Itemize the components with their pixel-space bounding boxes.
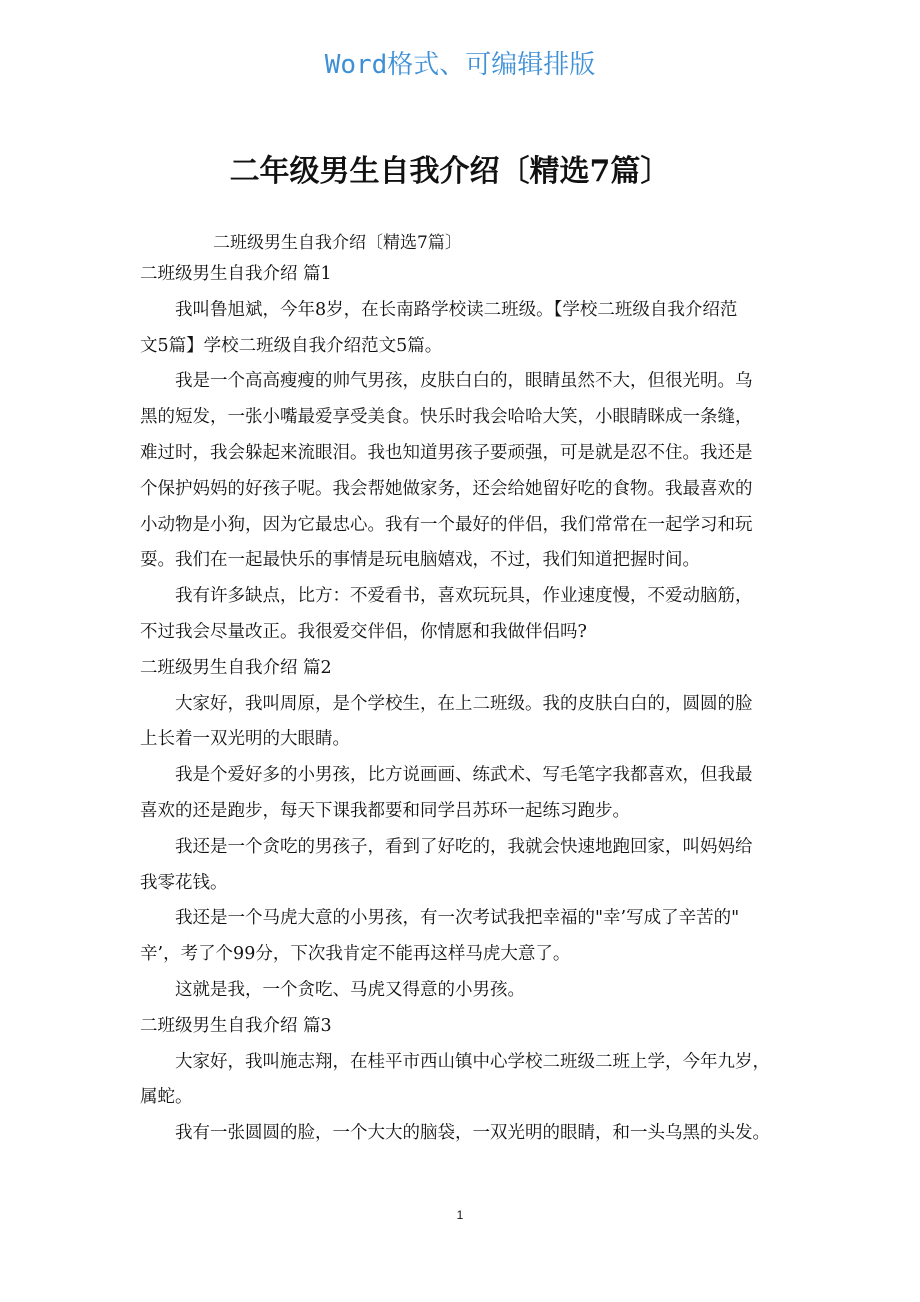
paragraph-line: 大家好，我叫周原，是个学校生，在上二班级。我的皮肤白白的，圆圆的脸 <box>175 693 753 714</box>
paragraph <box>140 973 790 1009</box>
paragraph-line: 属蛇。 <box>140 1087 193 1108</box>
paragraph <box>140 687 790 759</box>
paragraph-line: 我零花钱。 <box>140 872 228 893</box>
paragraph-line: 我是一个高高瘦瘦的帅气男孩，皮肤白白的，眼睛虽然不大，但很光明。乌 <box>175 371 753 392</box>
paragraph <box>140 293 790 365</box>
paragraph-line: 喜欢的还是跑步，每天下课我都要和同学吕苏环一起练习跑步。 <box>140 800 630 821</box>
paragraph-line: 我还是一个马虎大意的小男孩，有一次考试我把幸福的"幸’写成了辛苦的" <box>175 908 740 929</box>
paragraph-line: 文5篇】学校二班级自我介绍范文5篇。 <box>140 335 443 356</box>
document-body <box>140 257 790 1152</box>
paragraph-line: 我还是一个贪吃的男孩子，看到了好吃的，我就会快速地跑回家，叫妈妈给 <box>175 836 753 857</box>
paragraph-line: 上长着一双光明的大眼睛。 <box>140 729 350 750</box>
paragraph-line: 大家好，我叫施志翔，在桂平市西山镇中心学校二班级二班上学，今年九岁， <box>175 1051 770 1072</box>
paragraph-line: 小动物是小狗，因为它最忠心。我有一个最好的伴侣，我们常常在一起学习和玩 <box>140 514 753 535</box>
section-heading: 二班级男生自我介绍 篇1 <box>140 264 332 284</box>
section-heading: 二班级男生自我介绍 篇2 <box>140 657 332 678</box>
paragraph-line: 我是个爱好多的小男孩，比方说画画、练武术、写毛笔字我都喜欢，但我最 <box>175 765 753 786</box>
document-title: 二年级男生自我介绍〔精选7篇〕 <box>229 154 671 189</box>
paragraph <box>140 364 790 579</box>
paragraph <box>140 901 790 973</box>
paragraph <box>140 830 790 902</box>
paragraph-line: 我有一张圆圆的脸，一个大大的脑袋，一双光明的眼睛，和一头乌黑的头发。 <box>175 1123 770 1144</box>
paragraph <box>140 579 790 651</box>
paragraph-line: 黑的短发，一张小嘴最爱享受美食。快乐时我会哈哈大笑，小眼睛眯成一条缝， <box>140 407 753 428</box>
document-subtitle: 二班级男生自我介绍〔精选7篇〕 <box>213 233 462 253</box>
paragraph <box>140 1045 790 1117</box>
paragraph-line: 辛’，考了个99分，下次我肯定不能再这样马虎大意了。 <box>140 944 571 965</box>
banner-word-format: Word格式、可编辑排版 <box>324 50 596 80</box>
page-number: 1 <box>456 1208 464 1222</box>
paragraph <box>140 758 790 830</box>
paragraph <box>140 1116 790 1152</box>
paragraph-line: 不过我会尽量改正。我很爱交伴侣，你情愿和我做伴侣吗? <box>140 621 587 642</box>
section-heading: 二班级男生自我介绍 篇3 <box>140 1015 332 1036</box>
paragraph-line: 我叫鲁旭斌，今年8岁，在长南路学校读二班级。【学校二班级自我介绍范 <box>175 299 738 320</box>
paragraph-line: 难过时，我会躲起来流眼泪。我也知道男孩子要顽强，可是就是忍不住。我还是 <box>140 442 753 463</box>
paragraph-line: 我有许多缺点，比方：不爱看书，喜欢玩玩具，作业速度慢，不爱动脑筋， <box>175 586 753 607</box>
paragraph-line: 耍。我们在一起最快乐的事情是玩电脑嬉戏，不过，我们知道把握时间。 <box>140 550 700 571</box>
paragraph-line: 个保护妈妈的好孩子呢。我会帮她做家务，还会给她留好吃的食物。我最喜欢的 <box>140 478 753 499</box>
paragraph-line: 这就是我，一个贪吃、马虎又得意的小男孩。 <box>175 979 525 1000</box>
